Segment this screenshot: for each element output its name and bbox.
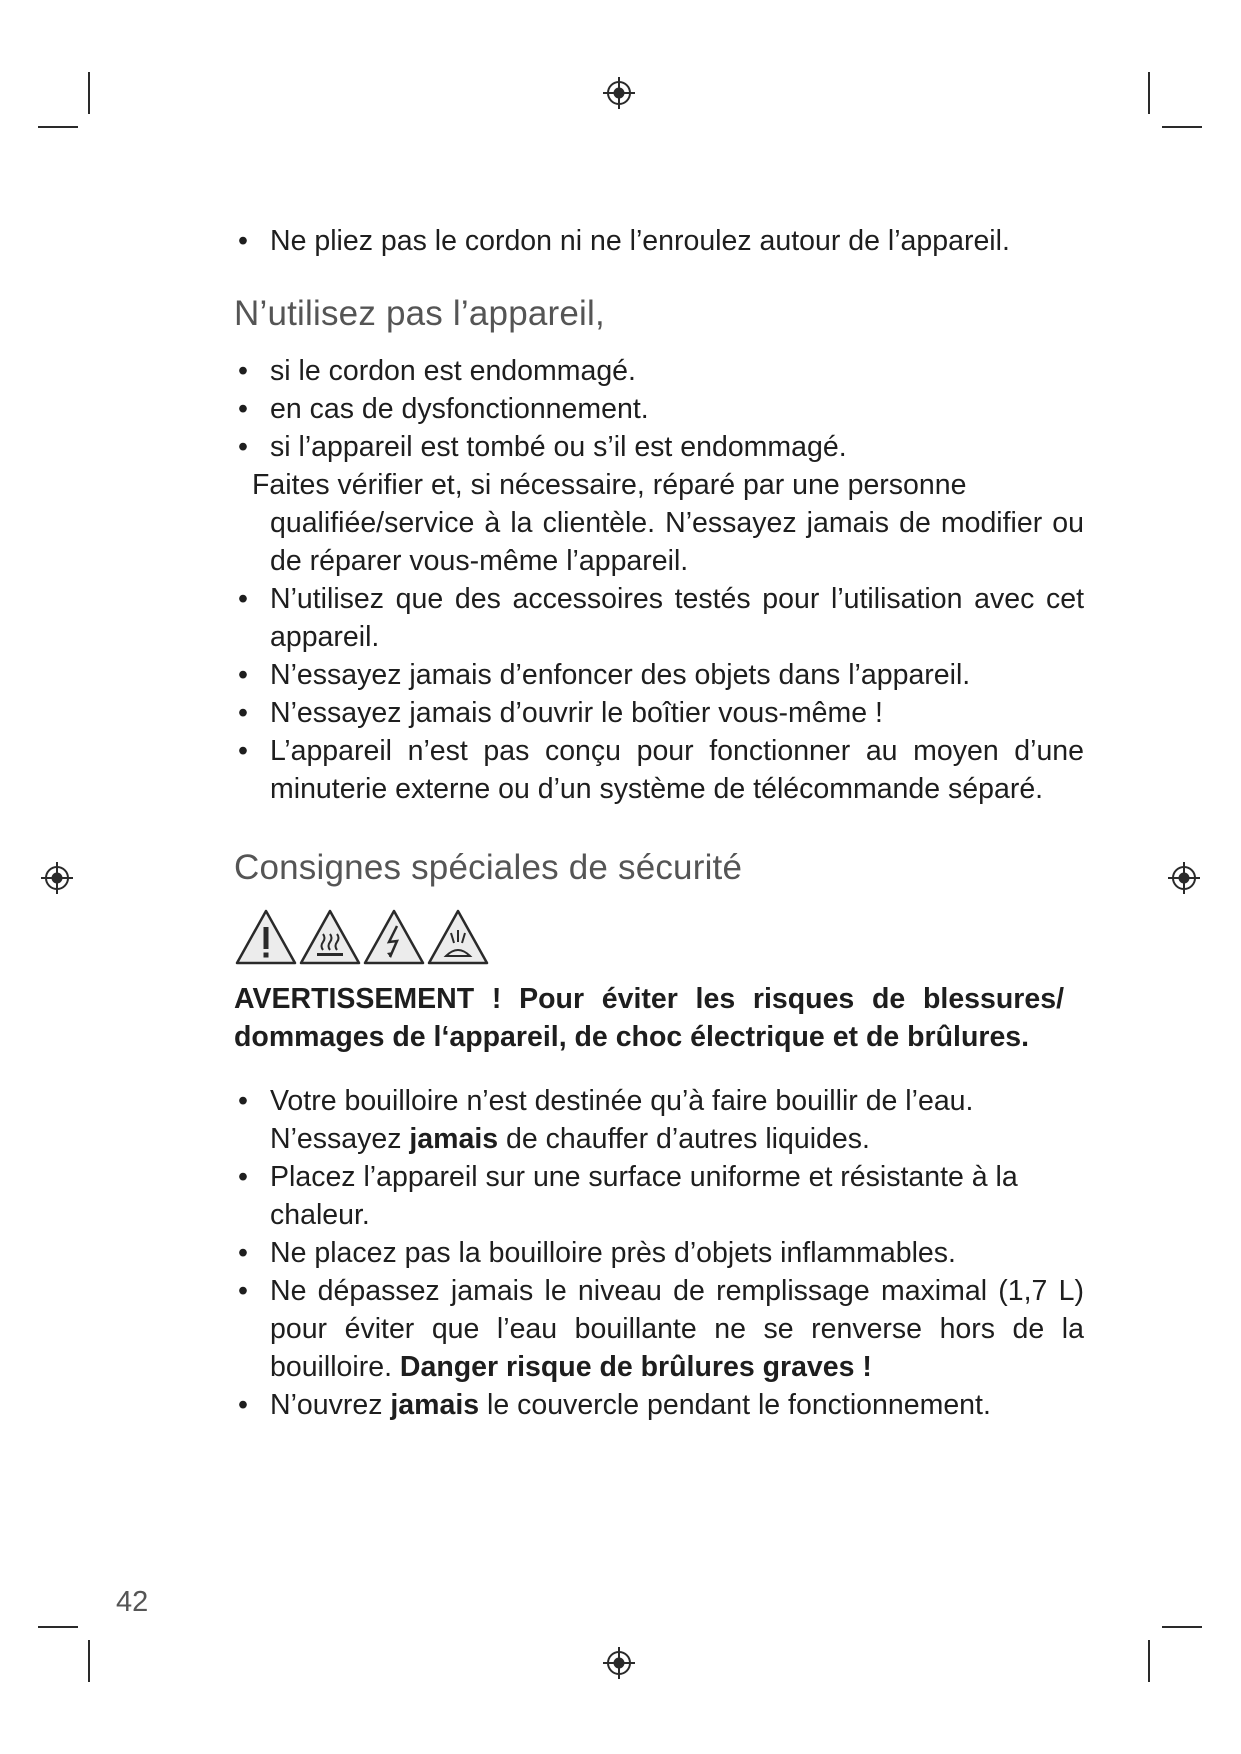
bullet-icon: • <box>238 583 248 615</box>
electric-shock-icon <box>362 908 426 966</box>
list-item: • si le cordon est endommagé. <box>234 352 1084 390</box>
list-item: • Ne placez pas la bouilloire près d’objets inflammables. <box>234 1234 1084 1272</box>
bullet-icon: • <box>238 355 248 387</box>
list-item: • N’essayez jamais d’enfoncer des objets dans l’appareil. <box>234 656 1084 694</box>
crop-mark <box>88 1640 90 1682</box>
crop-mark <box>1162 1626 1202 1628</box>
bullet-icon: • <box>238 225 248 257</box>
warning-icons-row <box>234 908 1084 966</box>
emphasis: jamais <box>390 1389 480 1421</box>
page-content <box>234 222 1084 1424</box>
bullet-icon: • <box>238 1161 248 1193</box>
warning-text: AVERTISSEMENT ! Pour éviter les risques de blessures/ dommages de l‘appareil, de choc électrique et de brûlures. <box>234 983 1064 1053</box>
list-item: • N’ouvrez jamais le couvercle pendant le fonctionnement. <box>234 1386 1084 1424</box>
repair-note-line: Faites vérifier et, si nécessaire, réparé par une personne <box>252 469 967 501</box>
bullet-icon: • <box>238 697 248 729</box>
bullet-icon: • <box>238 1085 248 1117</box>
emphasis: jamais <box>409 1123 499 1155</box>
list-item: • Votre bouilloire n’est destinée qu’à faire bouillir de l’eau. N’essayez jamais de chauffer d’autres liquides. <box>234 1082 1084 1158</box>
crop-mark <box>38 1626 78 1628</box>
registration-mark-icon <box>1167 861 1201 895</box>
list-item: • N’essayez jamais d’ouvrir le boîtier vous-même ! <box>234 694 1084 732</box>
bullet-icon: • <box>238 1275 248 1307</box>
list-item: • si l’appareil est tombé ou s’il est endommagé. <box>234 428 1084 466</box>
crop-mark <box>1162 126 1202 128</box>
do-not-use-list <box>234 352 1084 466</box>
top-bullet-list <box>234 222 1084 260</box>
bullet-icon: • <box>238 735 248 767</box>
list-item: • N’utilisez que des accessoires testés pour l’utilisation avec cet appareil. <box>234 580 1084 656</box>
section-heading-safety: Consignes spéciales de sécurité <box>234 848 743 887</box>
list-item: • Ne pliez pas le cordon ni ne l’enroulez autour de l’appareil. <box>234 222 1084 260</box>
hot-surface-icon <box>298 908 362 966</box>
crop-mark <box>1148 1640 1150 1682</box>
bullet-icon: • <box>238 393 248 425</box>
list-item: • Placez l’appareil sur une surface uniforme et résistante à la chaleur. <box>234 1158 1084 1234</box>
hot-steam-icon <box>426 908 490 966</box>
registration-mark-icon <box>602 76 636 110</box>
bullet-icon: • <box>238 1389 248 1421</box>
repair-note <box>234 466 1084 580</box>
crop-mark <box>38 126 78 128</box>
list-item: • L’appareil n’est pas conçu pour fonctionner au moyen d’une minuterie externe ou d’un système de télécommande séparé. <box>234 732 1084 808</box>
section-heading-do-not-use: N’utilisez pas l’appareil, <box>234 294 605 333</box>
usage-rules-list <box>234 580 1084 808</box>
kettle-safety-list <box>234 1082 1084 1424</box>
bullet-icon: • <box>238 1237 248 1269</box>
page-number: 42 <box>116 1586 149 1618</box>
list-item: • en cas de dysfonctionnement. <box>234 390 1084 428</box>
bullet-icon: • <box>238 659 248 691</box>
list-item: • Ne dépassez jamais le niveau de remplissage maximal (1,7 L) pour éviter que l’eau bouillante ne se renverse hors de la bouilloire. Danger risque de brûlures graves ! <box>234 1272 1084 1386</box>
registration-mark-icon <box>602 1646 636 1680</box>
repair-note-continuation: qualifiée/service à la clientèle. N’essayez jamais de modifier ou de réparer vous-même l’appareil. <box>270 507 1084 577</box>
crop-mark <box>88 72 90 114</box>
emphasis: Danger risque de brûlures graves ! <box>399 1351 872 1383</box>
bullet-icon: • <box>238 431 248 463</box>
registration-mark-icon <box>40 861 74 895</box>
crop-mark <box>1148 72 1150 114</box>
warning-exclamation-icon <box>234 908 298 966</box>
